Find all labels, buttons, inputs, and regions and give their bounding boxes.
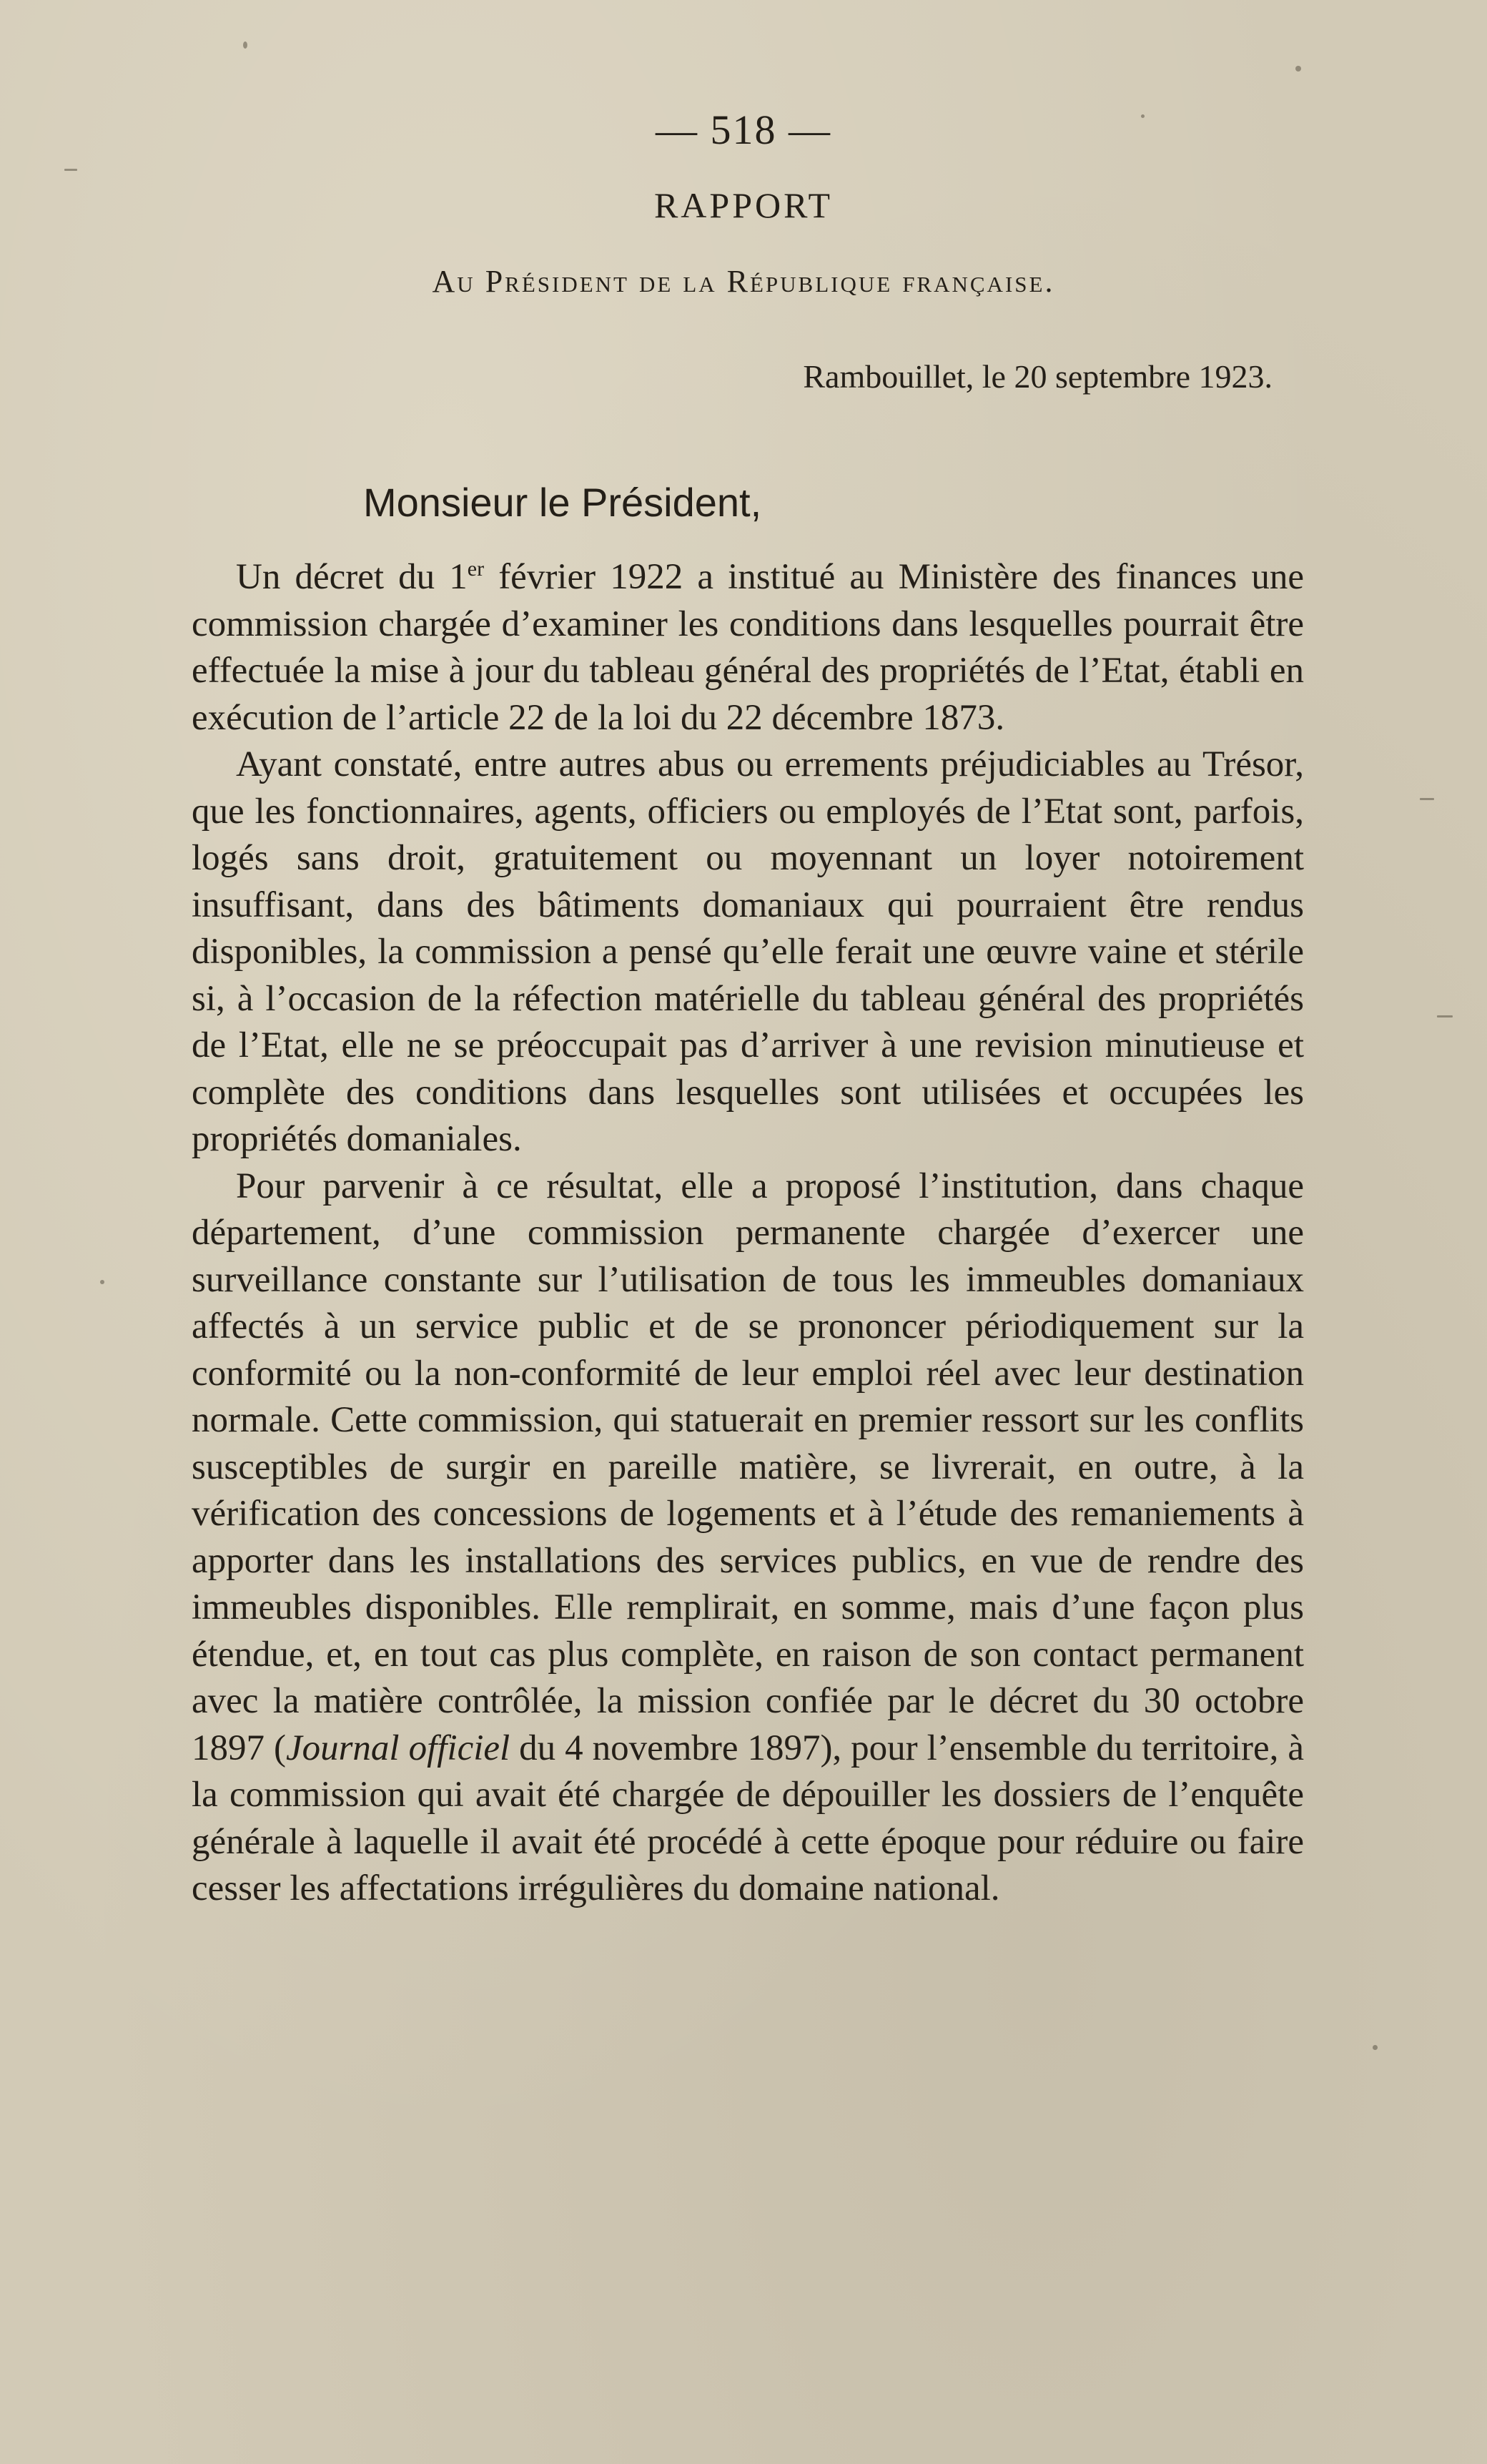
paragraph-1-rest: février 1922 a institué au Ministère des finances une commission chargée d’examiner les conditions dans lesquelles pourrait être effectuée la mise à jour du tableau général des propriétés de l’Etat, établi en exécution de l’article 22 de la loi du 22 décembre 1873. (192, 557, 1304, 738)
journal-title: Journal officiel (285, 1728, 510, 1768)
paragraph-1 (192, 554, 1304, 741)
paragraph-3-start: Pour parvenir à ce résultat, elle a proposé l’institution, dans chaque département, d’une commission permanente chargée d’exercer une surveillance constante sur l’utilisation de tous les immeubles domaniaux affectés à un service public et de se prononcer périodiquement sur la conformité ou la non-conformité de leur emploi réel avec leur destination normale. Cette commission, qui statuerait en premier ressort sur les conflits susceptibles de surgir en pareille matière, se livrerait, en outre, à la vérification des concessions de logements et à l’étude des remaniements à apporter dans les installations des services publics, en vue de rendre des immeubles disponibles. Elle remplirait, en somme, mais d’une façon plus étendue, et, en tout cas plus complète, en raison de son contact permanent avec la matière contrôlée, la mission confiée par le décret du 30 octobre 1897 ( (192, 1166, 1304, 1768)
ordinal-superscript: er (467, 557, 485, 581)
dateline: Rambouillet, le 20 septembre 1923. (803, 358, 1273, 395)
page-number: — 518 — (656, 107, 831, 153)
paper-speck (243, 41, 247, 49)
paper-speck (1437, 1015, 1453, 1017)
paragraph-3 (192, 1163, 1304, 1913)
body-text (192, 554, 1304, 1913)
paragraph-1-start: Un décret du 1 (236, 557, 468, 597)
paper-speck (64, 169, 77, 171)
paragraph-3-rest: du 4 novembre 1897), pour l’ensemble du territoire, à la commission qui avait été chargée de dépouiller les dossiers de l’enquête générale à laquelle il avait été procédé à cette époque pour réduire ou faire cesser les affectations irrégulières du domaine national. (192, 1728, 1304, 1908)
paper-speck (1373, 2045, 1378, 2050)
paper-speck (1420, 798, 1434, 800)
paper-speck (100, 1280, 104, 1284)
paragraph-2: Ayant constaté, entre autres abus ou errements préjudiciables au Trésor, que les fonctionnaires, agents, officiers ou employés de l’Etat sont, parfois, logés sans droit, gratuitement ou moyennant un loyer notoirement insuffisant, dans des bâtiments domaniaux qui pourraient être rendus disponibles, la commission a pensé qu’elle ferait une œuvre vaine et stérile si, à l’occasion de la réfection matérielle du tableau général des propriétés de l’Etat, elle ne se préoccupait pas d’arriver à une revision minutieuse et complète des conditions dans lesquelles sont utilisées et occupées les propriétés domaniales. (192, 744, 1304, 1159)
paper-speck (1295, 66, 1301, 72)
document-title: RAPPORT (653, 185, 834, 225)
document-subtitle: Au Président de la République française. (432, 264, 1055, 299)
salutation: Monsieur le Président, (363, 480, 762, 525)
